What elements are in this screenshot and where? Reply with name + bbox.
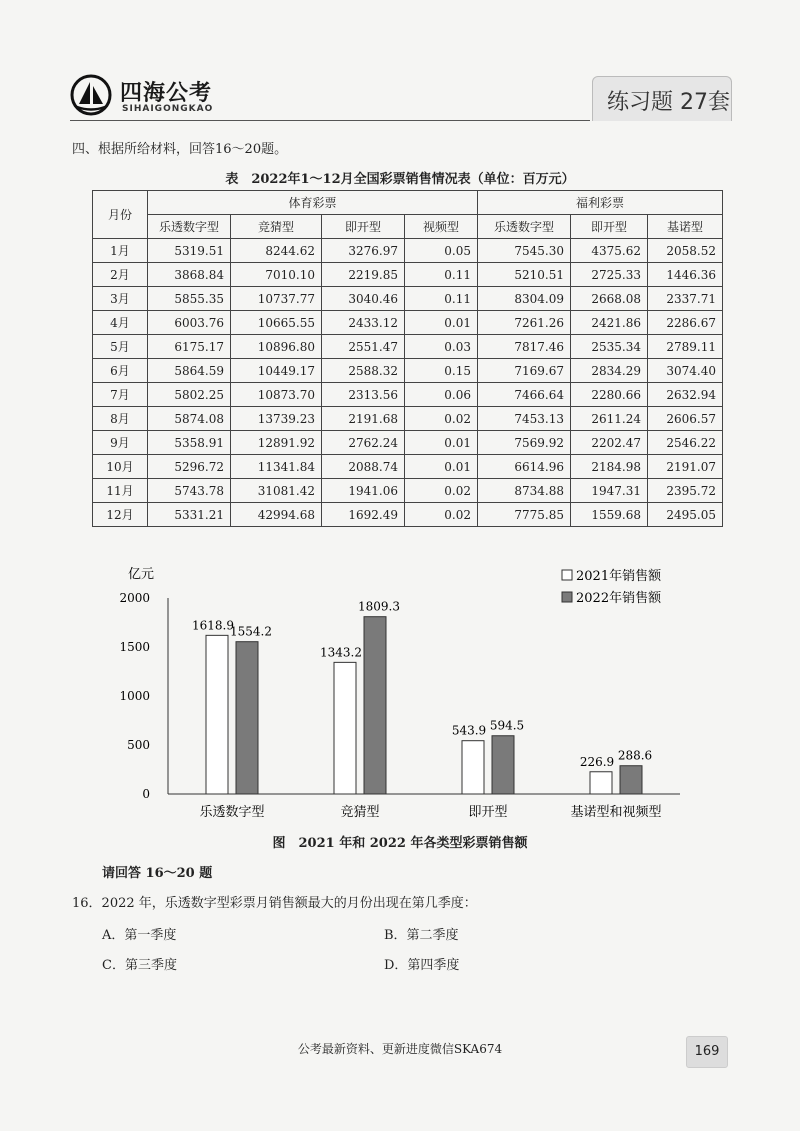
table-row xyxy=(93,335,723,359)
value-cell: 2725.33 xyxy=(571,263,648,287)
value-cell: 6614.96 xyxy=(478,455,571,479)
value-cell: 2191.07 xyxy=(648,455,723,479)
data-label: 226.9 xyxy=(579,754,615,769)
table-row xyxy=(93,311,723,335)
bar-2022 xyxy=(620,766,642,794)
month-cell: 4月 xyxy=(93,311,148,335)
value-cell: 0.01 xyxy=(405,431,478,455)
bar-2022 xyxy=(236,642,258,794)
column-header: 乐透数字型 xyxy=(148,215,231,239)
data-label: 1343.2 xyxy=(320,645,362,660)
exercise-set-label: 练习题 27套 xyxy=(607,90,730,115)
value-cell: 5358.91 xyxy=(148,431,231,455)
legend-swatch xyxy=(562,570,572,580)
sales-table xyxy=(92,190,723,527)
data-label: 543.9 xyxy=(451,723,487,738)
table-row xyxy=(93,287,723,311)
value-cell: 2337.71 xyxy=(648,287,723,311)
value-cell: 7169.67 xyxy=(478,359,571,383)
x-tick-label: 乐透数字型 xyxy=(199,805,265,820)
value-cell: 0.11 xyxy=(405,263,478,287)
value-cell: 0.11 xyxy=(405,287,478,311)
month-cell: 8月 xyxy=(93,407,148,431)
value-cell: 3040.46 xyxy=(322,287,405,311)
option-b[interactable]: B．第二季度 xyxy=(384,928,459,943)
bar-2022 xyxy=(364,617,386,794)
value-cell: 7569.92 xyxy=(478,431,571,455)
bar-2021 xyxy=(462,741,484,794)
value-cell: 4375.62 xyxy=(571,239,648,263)
column-header: 即开型 xyxy=(571,215,648,239)
logo-name: 四海公考 xyxy=(120,81,213,106)
value-cell: 7261.26 xyxy=(478,311,571,335)
value-cell: 0.06 xyxy=(405,383,478,407)
value-cell: 10873.70 xyxy=(231,383,322,407)
value-cell: 2546.22 xyxy=(648,431,723,455)
value-cell: 2202.47 xyxy=(571,431,648,455)
value-cell: 2286.67 xyxy=(648,311,723,335)
value-cell: 5855.35 xyxy=(148,287,231,311)
option-c[interactable]: C．第三季度 xyxy=(102,958,177,973)
column-header: 竞猜型 xyxy=(231,215,322,239)
data-label: 1809.3 xyxy=(358,599,400,614)
value-cell: 10896.80 xyxy=(231,335,322,359)
footer-note: 公考最新资料、更新进度微信SKA674 xyxy=(297,1042,503,1056)
value-cell: 8244.62 xyxy=(231,239,322,263)
data-label: 288.6 xyxy=(617,748,653,763)
table-row xyxy=(93,407,723,431)
value-cell: 0.02 xyxy=(405,503,478,527)
value-cell: 31081.42 xyxy=(231,479,322,503)
value-cell: 2313.56 xyxy=(322,383,405,407)
option-d[interactable]: D．第四季度 xyxy=(384,958,460,973)
month-cell: 3月 xyxy=(93,287,148,311)
value-cell: 2184.98 xyxy=(571,455,648,479)
value-cell: 2058.52 xyxy=(648,239,723,263)
month-cell: 6月 xyxy=(93,359,148,383)
table-title: 表 2022年1～12月全国彩票销售情况表（单位：百万元） xyxy=(225,172,575,187)
value-cell: 2551.47 xyxy=(322,335,405,359)
value-cell: 3074.40 xyxy=(648,359,723,383)
column-header: 基诺型 xyxy=(648,215,723,239)
value-cell: 12891.92 xyxy=(231,431,322,455)
y-tick-label: 1000 xyxy=(119,689,150,703)
data-label: 1618.9 xyxy=(192,618,234,633)
value-cell: 2668.08 xyxy=(571,287,648,311)
month-cell: 5月 xyxy=(93,335,148,359)
value-cell: 1947.31 xyxy=(571,479,648,503)
table-row xyxy=(93,503,723,527)
data-label: 594.5 xyxy=(489,718,525,733)
value-cell: 2495.05 xyxy=(648,503,723,527)
month-cell: 10月 xyxy=(93,455,148,479)
sailboat-logo-icon xyxy=(70,74,112,116)
month-cell: 1月 xyxy=(93,239,148,263)
data-label: 1554.2 xyxy=(230,624,272,639)
value-cell: 0.01 xyxy=(405,455,478,479)
bar-2022 xyxy=(492,736,514,794)
welfare-lottery-header: 福利彩票 xyxy=(478,191,723,215)
value-cell: 5331.21 xyxy=(148,503,231,527)
sales-bar-chart xyxy=(100,560,700,830)
value-cell: 42994.68 xyxy=(231,503,322,527)
month-cell: 12月 xyxy=(93,503,148,527)
table-row xyxy=(93,479,723,503)
value-cell: 6175.17 xyxy=(148,335,231,359)
header-divider xyxy=(70,120,590,121)
value-cell: 10665.55 xyxy=(231,311,322,335)
x-tick-label: 基诺型和视频型 xyxy=(570,805,662,820)
column-header: 乐透数字型 xyxy=(478,215,571,239)
value-cell: 7545.30 xyxy=(478,239,571,263)
value-cell: 2191.68 xyxy=(322,407,405,431)
value-cell: 10737.77 xyxy=(231,287,322,311)
y-tick-label: 2000 xyxy=(119,591,150,605)
question-stem: 16．2022 年，乐透数字型彩票月销售额最大的月份出现在第几季度： xyxy=(72,896,477,911)
value-cell: 2280.66 xyxy=(571,383,648,407)
x-tick-label: 即开型 xyxy=(468,805,508,820)
section-heading: 四、根据所给材料，回答16～20题。 xyxy=(72,142,288,157)
value-cell: 2789.11 xyxy=(648,335,723,359)
logo-subtitle: SIHAIGONGKAO xyxy=(122,104,214,114)
value-cell: 3868.84 xyxy=(148,263,231,287)
value-cell: 2606.57 xyxy=(648,407,723,431)
value-cell: 1941.06 xyxy=(322,479,405,503)
month-cell: 9月 xyxy=(93,431,148,455)
exercise-set-tab xyxy=(592,76,732,121)
value-cell: 6003.76 xyxy=(148,311,231,335)
value-cell: 2219.85 xyxy=(322,263,405,287)
x-tick-label: 竞猜型 xyxy=(340,805,380,820)
option-a[interactable]: A．第一季度 xyxy=(102,928,177,943)
bar-2021 xyxy=(206,635,228,794)
y-tick-label: 1500 xyxy=(119,640,150,654)
figure-title: 图 2021 年和 2022 年各类型彩票销售额 xyxy=(272,836,528,851)
value-cell: 0.02 xyxy=(405,407,478,431)
value-cell: 2433.12 xyxy=(322,311,405,335)
value-cell: 0.05 xyxy=(405,239,478,263)
value-cell: 1446.36 xyxy=(648,263,723,287)
y-tick-label: 0 xyxy=(142,787,150,801)
logo xyxy=(70,72,260,122)
value-cell: 7817.46 xyxy=(478,335,571,359)
value-cell: 2535.34 xyxy=(571,335,648,359)
value-cell: 2588.32 xyxy=(322,359,405,383)
value-cell: 2834.29 xyxy=(571,359,648,383)
month-cell: 7月 xyxy=(93,383,148,407)
page-number: 169 xyxy=(686,1036,728,1068)
value-cell: 1692.49 xyxy=(322,503,405,527)
sports-lottery-header: 体育彩票 xyxy=(148,191,478,215)
table-row xyxy=(93,383,723,407)
table-row xyxy=(93,263,723,287)
value-cell: 8734.88 xyxy=(478,479,571,503)
month-header: 月份 xyxy=(93,191,148,239)
bar-2021 xyxy=(590,772,612,794)
value-cell: 5743.78 xyxy=(148,479,231,503)
value-cell: 11341.84 xyxy=(231,455,322,479)
legend-entry: 2022年销售额 xyxy=(576,591,662,606)
value-cell: 2421.86 xyxy=(571,311,648,335)
month-cell: 11月 xyxy=(93,479,148,503)
value-cell: 2762.24 xyxy=(322,431,405,455)
value-cell: 0.03 xyxy=(405,335,478,359)
table-row xyxy=(93,359,723,383)
value-cell: 7453.13 xyxy=(478,407,571,431)
value-cell: 8304.09 xyxy=(478,287,571,311)
table-row xyxy=(93,455,723,479)
value-cell: 0.01 xyxy=(405,311,478,335)
value-cell: 2611.24 xyxy=(571,407,648,431)
value-cell: 5874.08 xyxy=(148,407,231,431)
value-cell: 0.02 xyxy=(405,479,478,503)
column-header: 即开型 xyxy=(322,215,405,239)
y-tick-label: 500 xyxy=(127,738,150,752)
value-cell: 5296.72 xyxy=(148,455,231,479)
value-cell: 5319.51 xyxy=(148,239,231,263)
value-cell: 5802.25 xyxy=(148,383,231,407)
value-cell: 2632.94 xyxy=(648,383,723,407)
month-cell: 2月 xyxy=(93,263,148,287)
value-cell: 7010.10 xyxy=(231,263,322,287)
table-row xyxy=(93,431,723,455)
value-cell: 1559.68 xyxy=(571,503,648,527)
value-cell: 13739.23 xyxy=(231,407,322,431)
value-cell: 0.15 xyxy=(405,359,478,383)
bar-2021 xyxy=(334,662,356,794)
value-cell: 10449.17 xyxy=(231,359,322,383)
value-cell: 5864.59 xyxy=(148,359,231,383)
value-cell: 2088.74 xyxy=(322,455,405,479)
answer-prompt: 请回答 16～20 题 xyxy=(102,866,213,881)
column-header: 视频型 xyxy=(405,215,478,239)
value-cell: 3276.97 xyxy=(322,239,405,263)
value-cell: 2395.72 xyxy=(648,479,723,503)
legend-swatch xyxy=(562,592,572,602)
value-cell: 5210.51 xyxy=(478,263,571,287)
table-row xyxy=(93,239,723,263)
value-cell: 7466.64 xyxy=(478,383,571,407)
legend-entry: 2021年销售额 xyxy=(576,569,662,584)
y-axis-label: 亿元 xyxy=(128,567,155,582)
value-cell: 7775.85 xyxy=(478,503,571,527)
